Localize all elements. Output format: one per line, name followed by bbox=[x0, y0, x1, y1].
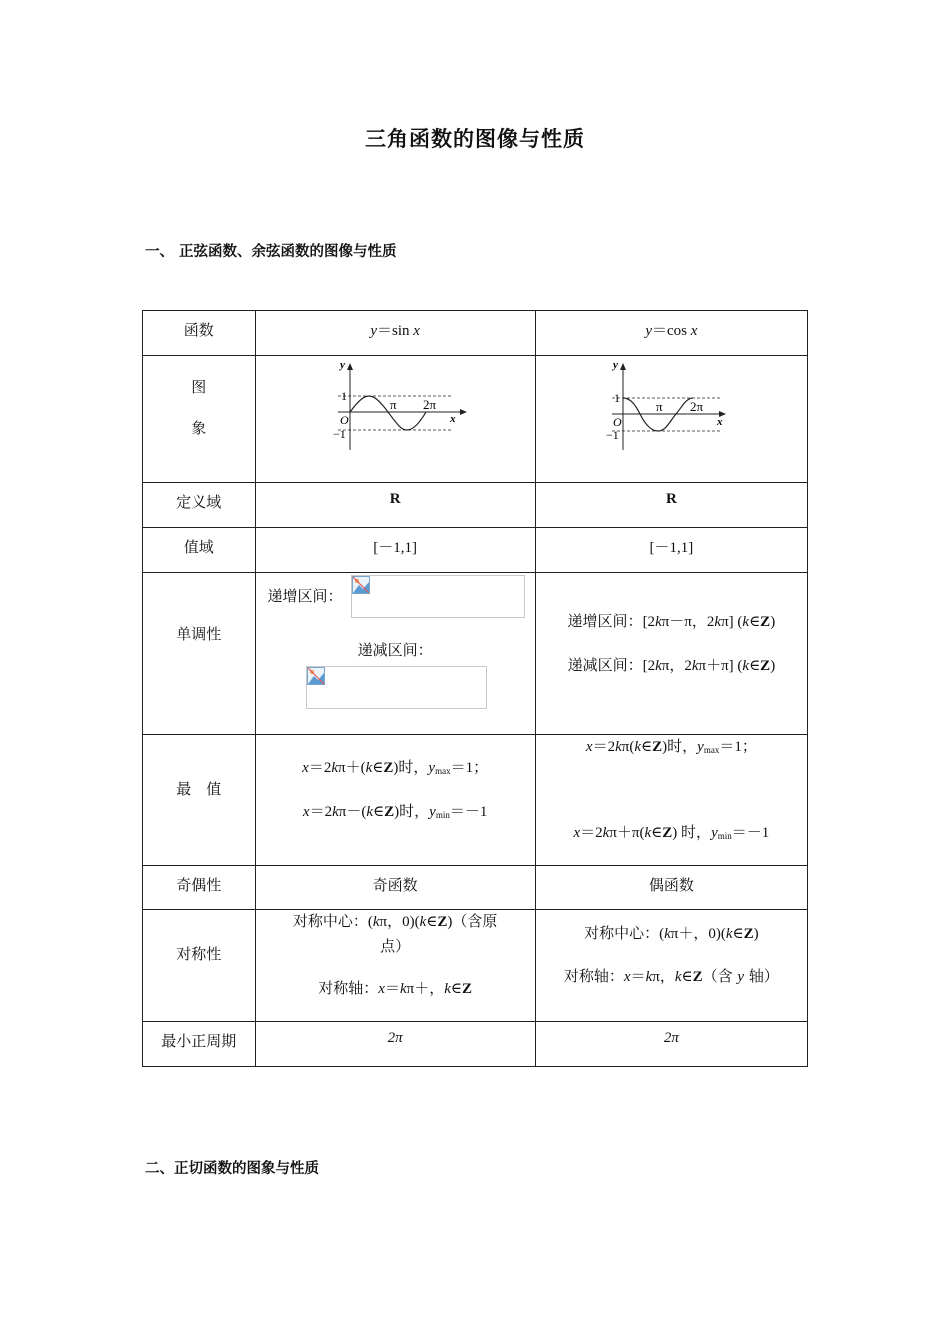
row-label-domain: 定义域 bbox=[143, 483, 256, 528]
row-label-symmetry bbox=[143, 910, 256, 1022]
sin-increase-label: 递增区间： bbox=[267, 587, 343, 605]
sin-period: 2π bbox=[255, 1022, 535, 1067]
sin-symmetry-center: 对称中心：(kπ，0)(k∈Z)（含原 bbox=[292, 912, 498, 930]
sin-extreme-cell bbox=[255, 735, 535, 866]
sin-symmetry-center-cont: 点） bbox=[380, 939, 411, 955]
sin-graph-pi: π bbox=[389, 397, 397, 412]
cos-extreme-cell bbox=[535, 735, 807, 866]
cos-min: x＝2kπ＋π(k∈Z) 时，$y_{min}=-1$ bbox=[573, 823, 770, 841]
sin-graph-origin: O bbox=[339, 413, 349, 427]
cos-graph-y-label: y bbox=[612, 359, 618, 371]
cos-parity: 偶函数 bbox=[535, 866, 807, 910]
cos-decrease: 递减区间：[2kπ，2kπ＋π] (k∈Z) bbox=[567, 656, 776, 674]
sin-range: [－1,1] bbox=[255, 528, 535, 573]
sin-function-header: y＝sin x bbox=[255, 311, 535, 356]
sin-graph-cell bbox=[255, 356, 535, 483]
table-row bbox=[143, 910, 808, 1022]
row-label-parity: 奇偶性 bbox=[143, 866, 256, 910]
page-title: 三角函数的图像与性质 bbox=[365, 127, 585, 151]
broken-image-decrease bbox=[306, 666, 487, 709]
sin-monotonic-cell bbox=[255, 573, 535, 735]
table-row bbox=[143, 311, 808, 356]
cos-max: x＝2kπ(k∈Z)时，$y_{max}=1$； bbox=[585, 737, 757, 755]
cos-graph-cell bbox=[535, 356, 807, 483]
sin-max: x＝2kπ＋(k∈Z)时，$y_{max}=1$； bbox=[302, 758, 489, 776]
cos-range: [－1,1] bbox=[535, 528, 807, 573]
cos-increase: 递增区间：[2kπ－π，2kπ] (k∈Z) bbox=[567, 612, 776, 630]
graph-label-1: 图 bbox=[191, 378, 207, 396]
sin-decrease-label: 递减区间： bbox=[357, 641, 433, 659]
row-label-extreme bbox=[143, 735, 256, 866]
cos-domain: R bbox=[535, 483, 807, 528]
table-row bbox=[143, 735, 808, 866]
cos-graph-neg-one: −1 bbox=[605, 428, 619, 442]
sin-graph-x-label: x bbox=[449, 413, 455, 425]
row-label-text: 最 值 bbox=[176, 780, 222, 798]
row-label-graph bbox=[143, 356, 256, 483]
sin-graph-y-label: y bbox=[339, 359, 345, 371]
cos-monotonic-cell bbox=[535, 573, 807, 735]
cos-graph-x-label: x bbox=[716, 416, 723, 428]
row-label-function: 函数 bbox=[143, 311, 256, 356]
row-label-period: 最小正周期 bbox=[143, 1022, 256, 1067]
cos-graph-one: 1 bbox=[613, 391, 620, 405]
table-row bbox=[143, 866, 808, 910]
row-label-text: 对称性 bbox=[176, 945, 222, 963]
cos-graph-two-pi: 2π bbox=[689, 399, 703, 414]
broken-image-icon bbox=[352, 576, 370, 594]
cos-symmetry-center: 对称中心：(kπ＋，0)(k∈Z) bbox=[584, 924, 759, 942]
sin-symmetry-cell bbox=[255, 910, 535, 1022]
sin-min: x＝2kπ－(k∈Z)时，$y_{min}=-1$ bbox=[302, 802, 488, 820]
sin-domain: R bbox=[255, 483, 535, 528]
sin-symmetry-axis: 对称轴：x＝kπ＋，k∈Z bbox=[318, 979, 472, 997]
broken-image-icon bbox=[307, 667, 325, 685]
graph-label-2: 象 bbox=[191, 419, 207, 437]
row-label-text: 单调性 bbox=[176, 625, 222, 643]
sin-graph-neg-one: −1 bbox=[332, 427, 346, 441]
sin-graph-two-pi: 2π bbox=[422, 397, 436, 412]
cos-period: 2π bbox=[535, 1022, 807, 1067]
section-heading-2: 二、正切函数的图象与性质 bbox=[145, 1161, 319, 1177]
row-label-monotonicity bbox=[143, 573, 256, 735]
table-row bbox=[143, 1022, 808, 1067]
table-row bbox=[143, 573, 808, 735]
row-label-range: 值域 bbox=[143, 528, 256, 573]
table-row bbox=[143, 483, 808, 528]
cos-function-header: y＝cos x bbox=[535, 311, 807, 356]
sin-graph-one: 1 bbox=[340, 389, 347, 403]
table-row bbox=[143, 356, 808, 483]
sin-parity: 奇函数 bbox=[255, 866, 535, 910]
table-row bbox=[143, 528, 808, 573]
cos-symmetry-cell bbox=[535, 910, 807, 1022]
properties-table bbox=[142, 310, 808, 1067]
cos-graph-origin: O bbox=[612, 415, 622, 429]
cos-graph-pi: π bbox=[655, 399, 663, 414]
cos-graph bbox=[536, 356, 807, 482]
sin-graph bbox=[256, 356, 535, 482]
broken-image-increase bbox=[351, 575, 525, 618]
cos-symmetry-axis: 对称轴：x＝kπ，k∈Z（含 y 轴） bbox=[563, 967, 779, 985]
section-heading-1: 一、 正弦函数、余弦函数的图像与性质 bbox=[145, 244, 397, 260]
